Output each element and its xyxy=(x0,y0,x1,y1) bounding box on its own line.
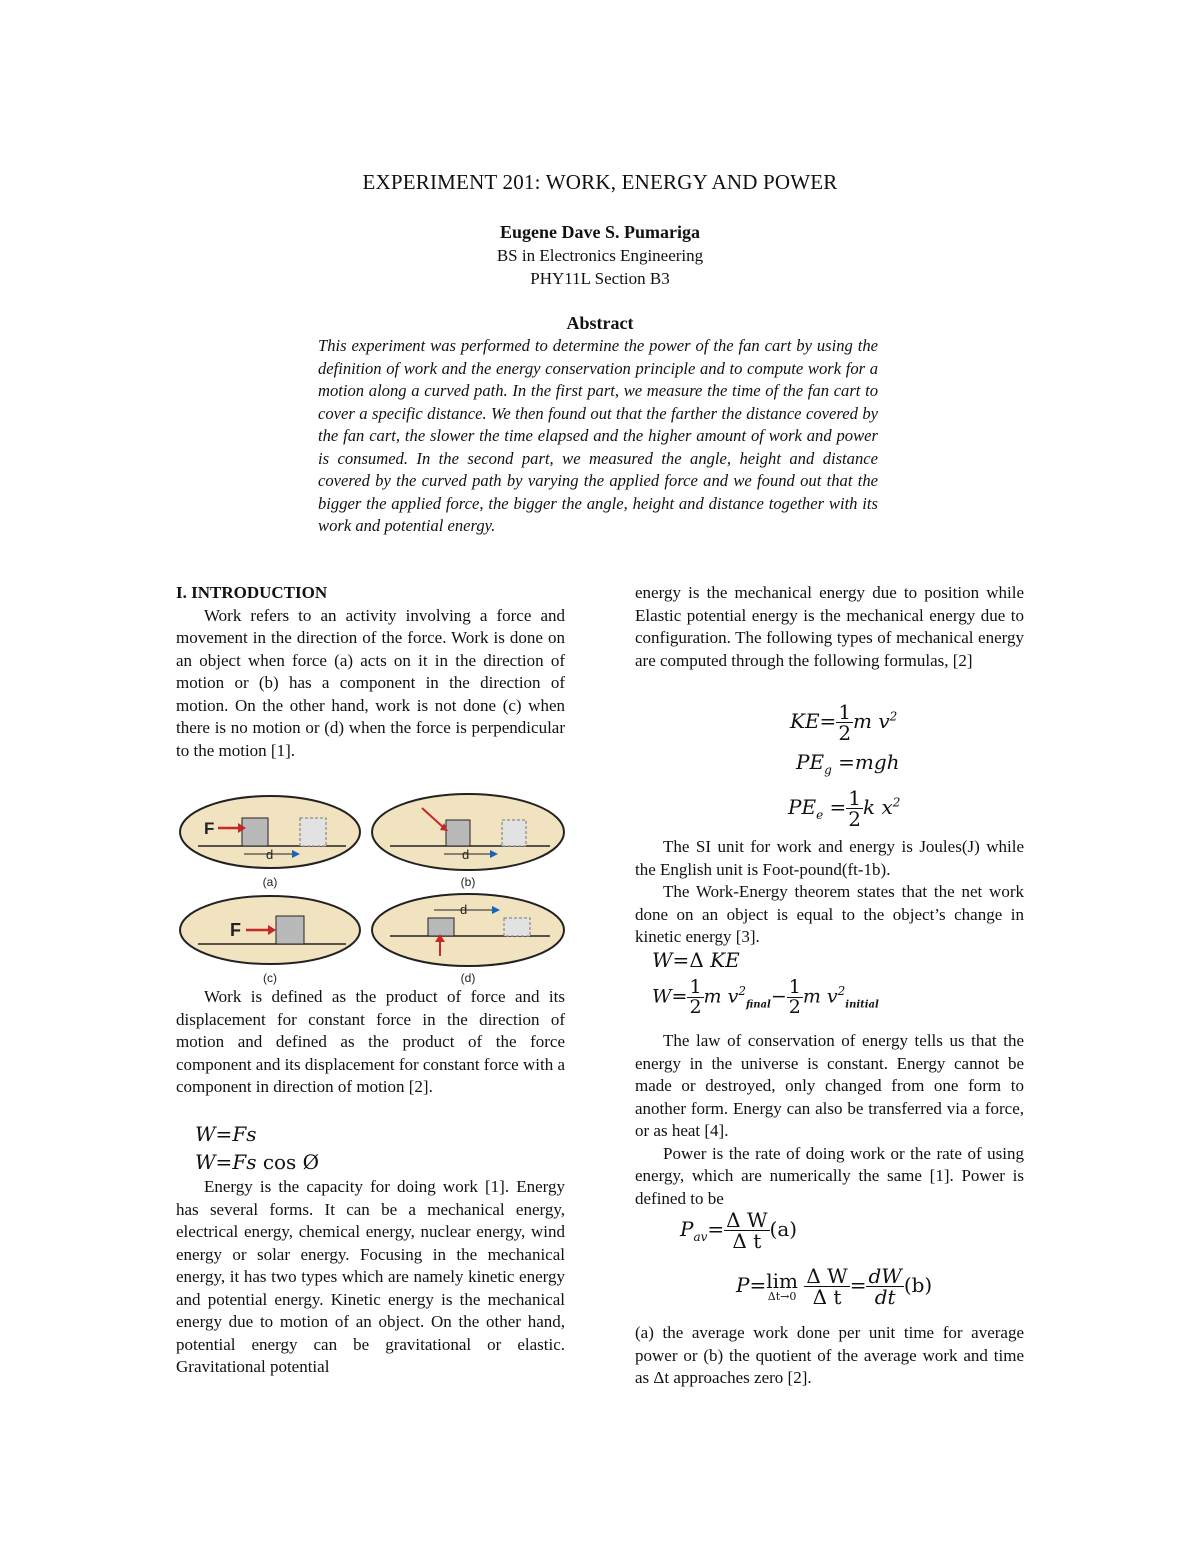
panel-b-block xyxy=(446,820,470,846)
panel-d-ellipse xyxy=(372,894,564,966)
panel-c-label: (c) xyxy=(263,971,277,985)
panel-d-label: (d) xyxy=(460,971,476,985)
panel-c-block xyxy=(276,916,304,944)
intro-right-units xyxy=(635,836,1024,949)
intro-right-power-note xyxy=(635,1322,1024,1390)
work-figure xyxy=(178,790,572,986)
equation-work-energy-theorem: W= $\frac{1}{2}$ m $v^2_{final}-$ $\frac{1}{2}$ m $v^2_{initial}$ xyxy=(652,976,879,1018)
panel-b-label: (b) xyxy=(460,875,476,889)
panel-a-label: (a) xyxy=(262,875,278,889)
equation-average-power: $P_{av}=$ $\frac{\text{Δ W}}{\text{Δ t}}$ (a) xyxy=(680,1208,798,1253)
intro-left-top xyxy=(176,582,565,762)
equation-work-ke: W=Δ KE xyxy=(652,948,740,972)
intro-paragraph-1: Work refers to an activity involving a force and movement in the direction of the force. Work is done on an object when force (a) acts on it in the direction of motion or (b) has a component in the direction of motion. On the other hand, work is not done (c) when there is no motion or (d) when the force is perpendicular to the motion [1]. xyxy=(176,605,565,760)
abstract-heading: Abstract xyxy=(566,313,634,333)
panel-a-block xyxy=(242,818,268,846)
panel-a-force-label: F xyxy=(204,819,215,838)
intro-paragraph-3: Energy is the capacity for doing work [1]. Energy has several forms. It can be a mechanical energy, electrical energy, chemical energy, nuclear energy, wind energy or solar energy. Focusing in the mechanical energy, it has two types which are namely kinetic energy and potential energy. Kinetic energy is the mechanical energy due to motion of an object. On the other hand, potential energy can be gravitational or elastic. Gravitational potential xyxy=(176,1177,565,1376)
intro-paragraph-4: energy is the mechanical energy due to position while Elastic potential energy is the mechanical energy due to configuration. The following types of mechanical energy are computed through the following formulas, [2] xyxy=(635,583,1024,670)
equation-instantaneous-power: P= lim Δt→0 $\frac{\text{Δ W}}{\text{Δ t}}$ = $\frac{dW}{dt}$ (b) xyxy=(736,1264,933,1309)
panel-c-force-label: F xyxy=(230,920,241,940)
intro-paragraph-9: (a) the average work done per unit time for average power or (b) the quotient of the average work and time as Δt approaches zero [2]. xyxy=(635,1323,1024,1387)
abstract-text: This experiment was performed to determine the power of the fan cart by using the definition of work and the energy conservation principle and to compute work for a motion along a curved path. In the first part, we measure the time of the fan cart to cover a specific distance. We then found out that the farther the distance covered by the fan cart, the slower the time elapsed and the higher amount of work and power is consumed. In the second part, we measured the angle, height and distance covered by the curved path by varying the applied force and we found out that the bigger the applied force, the bigger the angle, height and distance together with its work and potential energy. xyxy=(318,336,878,535)
author-name: Eugene Dave S. Pumariga xyxy=(500,222,700,242)
equation-kinetic-energy: KE= $\frac{1}{2}$ m $v^2$ xyxy=(790,700,898,745)
intro-right-conservation xyxy=(635,1030,1024,1210)
equation-work: W=Fs xyxy=(195,1122,257,1146)
panel-d-block xyxy=(428,918,454,936)
intro-left-energy xyxy=(176,1176,565,1379)
affiliation-program: BS in Electronics Engineering xyxy=(496,246,704,265)
intro-right-top xyxy=(635,582,1024,672)
panel-b-disp-label: d xyxy=(462,847,470,862)
intro-paragraph-6: The Work-Energy theorem states that the net work done on an object is equal to the object’s change in kinetic energy [3]. xyxy=(635,882,1024,946)
intro-paragraph-5: The SI unit for work and energy is Joules(J) while the English unit is Foot-pound(ft-1b). xyxy=(635,837,1024,879)
panel-d-disp-label: d xyxy=(460,902,468,917)
affiliation-section: PHY11L Section B3 xyxy=(530,269,670,288)
intro-paragraph-8: Power is the rate of doing work or the rate of using energy, which are numerically the same [1]. Power is defined to be xyxy=(635,1143,1024,1208)
panel-a-disp-label: d xyxy=(266,847,274,862)
paper-title: EXPERIMENT 201: WORK, ENERGY AND POWER xyxy=(362,170,838,194)
intro-paragraph-2: Work is defined as the product of force and its displacement for constant force in the direction of motion and defined as the product of the force component and its displacement for constant force with a component in direction of motion [2]. xyxy=(176,987,565,1096)
equation-elastic-pe: $PE_e$ = $\frac{1}{2}$ k $x^2$ xyxy=(788,786,901,831)
intro-left-work xyxy=(176,986,565,1099)
intro-paragraph-7: The law of conservation of energy tells us that the energy in the universe is constant. Energy cannot be made or destroyed, only changed from one form to another form. Energy can also be transferred via a force, or as heat [4]. xyxy=(635,1031,1024,1140)
intro-heading: I. INTRODUCTION xyxy=(176,583,328,602)
equation-work-angle: W=Fs cos Ø xyxy=(195,1150,320,1174)
equation-gravitational-pe: $PE_g =mgh$ xyxy=(796,750,900,777)
